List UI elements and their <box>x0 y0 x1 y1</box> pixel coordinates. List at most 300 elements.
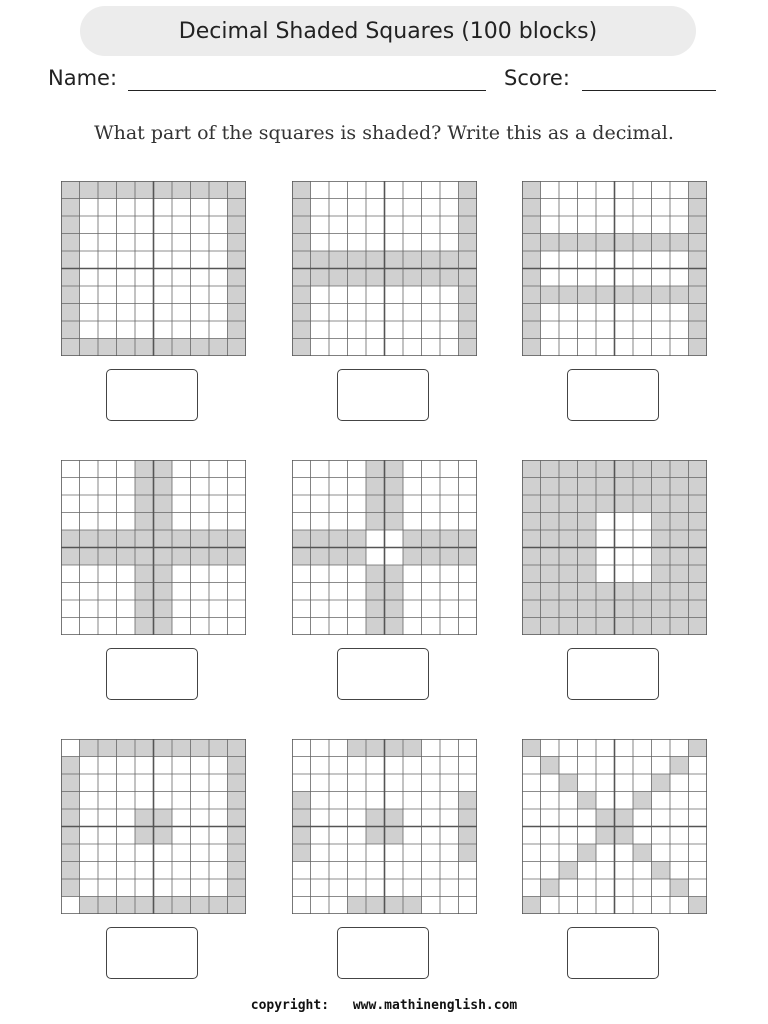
shaded-cell <box>61 286 80 304</box>
shaded-cell <box>578 460 597 478</box>
shaded-cell <box>422 269 441 287</box>
shaded-cell <box>440 269 459 287</box>
shaded-cell <box>172 739 191 757</box>
shaded-cell <box>652 530 671 548</box>
shaded-cell <box>80 548 99 566</box>
shaded-grid-8 <box>292 739 477 914</box>
shaded-cell <box>228 199 247 217</box>
shaded-cell <box>61 269 80 287</box>
shaded-cell <box>228 792 247 810</box>
shaded-cell <box>292 792 311 810</box>
shaded-cell <box>191 530 210 548</box>
shaded-cell <box>689 234 708 252</box>
shaded-cell <box>615 478 634 496</box>
puzzle-5 <box>292 460 477 705</box>
shaded-cell <box>459 844 478 862</box>
shaded-cell <box>385 460 404 478</box>
shaded-cell <box>541 234 560 252</box>
shaded-cell <box>61 757 80 775</box>
shaded-grid-3 <box>522 181 707 356</box>
shaded-cell <box>348 269 367 287</box>
shaded-cell <box>670 460 689 478</box>
shaded-cell <box>228 251 247 269</box>
shaded-cell <box>154 530 173 548</box>
shaded-cell <box>615 618 634 636</box>
shaded-cell <box>578 478 597 496</box>
shaded-cell <box>228 321 247 339</box>
shaded-cell <box>541 478 560 496</box>
shaded-cell <box>117 548 136 566</box>
puzzle-8 <box>292 739 477 984</box>
shaded-cell <box>385 513 404 531</box>
shaded-cell <box>311 251 330 269</box>
shaded-cell <box>292 809 311 827</box>
shaded-cell <box>154 739 173 757</box>
shaded-cell <box>689 269 708 287</box>
shaded-cell <box>670 565 689 583</box>
score-label: Score: <box>504 66 570 90</box>
shaded-cell <box>135 339 154 357</box>
shaded-cell <box>348 897 367 915</box>
shaded-cell <box>652 862 671 880</box>
shaded-cell <box>541 513 560 531</box>
shaded-cell <box>578 583 597 601</box>
shaded-cell <box>228 844 247 862</box>
shaded-grid-1 <box>61 181 246 356</box>
shaded-cell <box>615 827 634 845</box>
puzzle-2 <box>292 181 477 426</box>
name-blank-line[interactable] <box>128 90 486 91</box>
shaded-cell <box>135 809 154 827</box>
shaded-cell <box>422 530 441 548</box>
shaded-cell <box>385 618 404 636</box>
shaded-cell <box>385 495 404 513</box>
shaded-cell <box>292 548 311 566</box>
shaded-cell <box>135 530 154 548</box>
shaded-cell <box>154 618 173 636</box>
shaded-cell <box>689 199 708 217</box>
shaded-cell <box>633 583 652 601</box>
shaded-cell <box>385 897 404 915</box>
shaded-cell <box>191 339 210 357</box>
shaded-cell <box>154 460 173 478</box>
shaded-cell <box>228 757 247 775</box>
shaded-grid-2 <box>292 181 477 356</box>
shaded-cell <box>541 618 560 636</box>
shaded-cell <box>459 286 478 304</box>
shaded-cell <box>689 583 708 601</box>
shaded-cell <box>578 513 597 531</box>
shaded-cell <box>117 739 136 757</box>
shaded-cell <box>385 827 404 845</box>
shaded-cell <box>117 897 136 915</box>
shaded-cell <box>228 304 247 322</box>
shaded-cell <box>292 304 311 322</box>
shaded-cell <box>440 548 459 566</box>
shaded-cell <box>459 216 478 234</box>
shaded-cell <box>311 269 330 287</box>
shaded-cell <box>689 739 708 757</box>
shaded-cell <box>154 583 173 601</box>
shaded-cell <box>385 478 404 496</box>
shaded-cell <box>633 495 652 513</box>
answer-box-4[interactable] <box>106 648 198 700</box>
shaded-cell <box>228 897 247 915</box>
shaded-cell <box>329 548 348 566</box>
shaded-cell <box>522 199 541 217</box>
shaded-cell <box>61 879 80 897</box>
shaded-cell <box>61 862 80 880</box>
shaded-cell <box>689 548 708 566</box>
shaded-cell <box>191 181 210 199</box>
shaded-cell <box>135 618 154 636</box>
shaded-cell <box>559 618 578 636</box>
shaded-grid-5 <box>292 460 477 635</box>
shaded-cell <box>522 548 541 566</box>
shaded-cell <box>578 618 597 636</box>
shaded-cell <box>98 181 117 199</box>
shaded-cell <box>135 897 154 915</box>
shaded-cell <box>117 530 136 548</box>
shaded-cell <box>541 600 560 618</box>
shaded-cell <box>578 844 597 862</box>
shaded-cell <box>689 286 708 304</box>
shaded-cell <box>385 809 404 827</box>
shaded-cell <box>292 339 311 357</box>
answer-box-6[interactable] <box>567 648 659 700</box>
shaded-cell <box>366 495 385 513</box>
shaded-cell <box>292 321 311 339</box>
shaded-cell <box>689 478 708 496</box>
puzzle-1 <box>61 181 246 426</box>
shaded-cell <box>172 339 191 357</box>
shaded-cell <box>522 251 541 269</box>
shaded-cell <box>228 774 247 792</box>
shaded-cell <box>172 530 191 548</box>
shaded-cell <box>228 548 247 566</box>
shaded-cell <box>61 548 80 566</box>
shaded-cell <box>154 600 173 618</box>
shaded-cell <box>596 495 615 513</box>
shaded-cell <box>541 565 560 583</box>
shaded-cell <box>522 618 541 636</box>
shaded-cell <box>670 548 689 566</box>
shaded-cell <box>459 827 478 845</box>
shaded-cell <box>559 286 578 304</box>
shaded-cell <box>154 809 173 827</box>
answer-box-7[interactable] <box>106 927 198 979</box>
shaded-cell <box>135 495 154 513</box>
shaded-cell <box>578 495 597 513</box>
shaded-cell <box>522 216 541 234</box>
shaded-cell <box>633 460 652 478</box>
shaded-cell <box>61 181 80 199</box>
shaded-cell <box>403 530 422 548</box>
shaded-cell <box>670 600 689 618</box>
shaded-cell <box>541 879 560 897</box>
shaded-cell <box>670 879 689 897</box>
shaded-cell <box>670 583 689 601</box>
shaded-cell <box>348 251 367 269</box>
shaded-cell <box>615 234 634 252</box>
shaded-cell <box>228 862 247 880</box>
shaded-cell <box>292 844 311 862</box>
shaded-cell <box>459 530 478 548</box>
shaded-cell <box>578 565 597 583</box>
shaded-cell <box>61 339 80 357</box>
shaded-cell <box>459 321 478 339</box>
shaded-cell <box>228 879 247 897</box>
shaded-cell <box>61 844 80 862</box>
shaded-cell <box>154 548 173 566</box>
shaded-cell <box>385 739 404 757</box>
website-link[interactable]: www.mathinenglish.com <box>352 998 518 1013</box>
shaded-cell <box>633 286 652 304</box>
shaded-cell <box>689 460 708 478</box>
shaded-cell <box>541 495 560 513</box>
worksheet-title: Decimal Shaded Squares (100 blocks) <box>80 6 696 56</box>
shaded-cell <box>689 513 708 531</box>
shaded-cell <box>135 827 154 845</box>
answer-box-3[interactable] <box>567 369 659 421</box>
shaded-cell <box>228 286 247 304</box>
shaded-cell <box>292 530 311 548</box>
shaded-cell <box>578 234 597 252</box>
shaded-cell <box>228 530 247 548</box>
shaded-cell <box>578 530 597 548</box>
shaded-cell <box>559 530 578 548</box>
shaded-cell <box>403 897 422 915</box>
shaded-cell <box>652 513 671 531</box>
shaded-cell <box>61 809 80 827</box>
shaded-cell <box>459 792 478 810</box>
shaded-cell <box>596 809 615 827</box>
shaded-cell <box>670 513 689 531</box>
shaded-cell <box>154 513 173 531</box>
puzzle-7 <box>61 739 246 984</box>
shaded-cell <box>228 269 247 287</box>
shaded-cell <box>61 304 80 322</box>
puzzle-6 <box>522 460 707 705</box>
shaded-cell <box>366 478 385 496</box>
shaded-cell <box>366 513 385 531</box>
name-score-row <box>48 66 728 96</box>
shaded-grid-6 <box>522 460 707 635</box>
shaded-cell <box>596 583 615 601</box>
answer-box-9[interactable] <box>567 927 659 979</box>
shaded-cell <box>522 234 541 252</box>
shaded-cell <box>98 897 117 915</box>
shaded-cell <box>670 234 689 252</box>
shaded-cell <box>522 286 541 304</box>
shaded-cell <box>652 460 671 478</box>
shaded-cell <box>209 897 228 915</box>
shaded-cell <box>459 181 478 199</box>
shaded-cell <box>652 618 671 636</box>
shaded-cell <box>440 251 459 269</box>
shaded-cell <box>172 897 191 915</box>
shaded-cell <box>292 181 311 199</box>
shaded-cell <box>228 809 247 827</box>
shaded-cell <box>366 565 385 583</box>
footer <box>0 998 768 1013</box>
shaded-cell <box>615 600 634 618</box>
shaded-cell <box>522 304 541 322</box>
shaded-cell <box>292 269 311 287</box>
shaded-cell <box>559 774 578 792</box>
shaded-cell <box>329 251 348 269</box>
shaded-cell <box>559 460 578 478</box>
shaded-cell <box>541 583 560 601</box>
shaded-cell <box>61 792 80 810</box>
shaded-cell <box>366 809 385 827</box>
shaded-cell <box>135 600 154 618</box>
shaded-cell <box>135 739 154 757</box>
shaded-cell <box>61 216 80 234</box>
shaded-cell <box>292 251 311 269</box>
shaded-cell <box>559 565 578 583</box>
shaded-cell <box>615 286 634 304</box>
answer-box-2[interactable] <box>337 369 429 421</box>
shaded-cell <box>61 234 80 252</box>
score-blank-line[interactable] <box>582 90 716 91</box>
shaded-cell <box>80 897 99 915</box>
puzzle-9 <box>522 739 707 984</box>
shaded-cell <box>135 583 154 601</box>
shaded-cell <box>403 548 422 566</box>
shaded-cell <box>689 251 708 269</box>
shaded-cell <box>633 792 652 810</box>
shaded-cell <box>385 269 404 287</box>
shaded-cell <box>61 251 80 269</box>
answer-box-1[interactable] <box>106 369 198 421</box>
shaded-cell <box>652 234 671 252</box>
shaded-cell <box>98 530 117 548</box>
shaded-cell <box>366 251 385 269</box>
shaded-cell <box>670 530 689 548</box>
shaded-grid-9 <box>522 739 707 914</box>
shaded-cell <box>228 827 247 845</box>
shaded-cell <box>135 513 154 531</box>
shaded-cell <box>228 234 247 252</box>
shaded-cell <box>596 478 615 496</box>
answer-box-8[interactable] <box>337 927 429 979</box>
shaded-cell <box>522 181 541 199</box>
shaded-cell <box>459 304 478 322</box>
shaded-cell <box>292 216 311 234</box>
shaded-cell <box>670 478 689 496</box>
shaded-cell <box>522 600 541 618</box>
shaded-cell <box>689 897 708 915</box>
shaded-cell <box>154 565 173 583</box>
shaded-cell <box>61 530 80 548</box>
shaded-cell <box>559 478 578 496</box>
shaded-cell <box>311 530 330 548</box>
shaded-cell <box>652 600 671 618</box>
shaded-cell <box>689 565 708 583</box>
shaded-cell <box>329 269 348 287</box>
shaded-cell <box>172 548 191 566</box>
shaded-cell <box>366 600 385 618</box>
shaded-cell <box>61 199 80 217</box>
shaded-cell <box>689 600 708 618</box>
shaded-cell <box>366 269 385 287</box>
shaded-cell <box>154 478 173 496</box>
shaded-cell <box>61 774 80 792</box>
shaded-cell <box>154 339 173 357</box>
shaded-cell <box>135 181 154 199</box>
shaded-cell <box>459 548 478 566</box>
shaded-cell <box>652 286 671 304</box>
shaded-grid-7 <box>61 739 246 914</box>
shaded-cell <box>440 530 459 548</box>
shaded-cell <box>578 286 597 304</box>
shaded-cell <box>578 792 597 810</box>
shaded-cell <box>385 251 404 269</box>
shaded-cell <box>385 583 404 601</box>
shaded-cell <box>615 583 634 601</box>
shaded-cell <box>522 583 541 601</box>
shaded-cell <box>541 286 560 304</box>
shaded-cell <box>135 460 154 478</box>
name-label: Name: <box>48 66 118 90</box>
shaded-cell <box>209 739 228 757</box>
shaded-cell <box>459 199 478 217</box>
shaded-cell <box>135 565 154 583</box>
shaded-cell <box>615 460 634 478</box>
shaded-cell <box>98 739 117 757</box>
shaded-cell <box>522 513 541 531</box>
shaded-cell <box>98 548 117 566</box>
shaded-cell <box>228 216 247 234</box>
shaded-cell <box>633 478 652 496</box>
shaded-cell <box>191 739 210 757</box>
instruction-text: What part of the squares is shaded? Write this as a decimal. <box>94 122 674 144</box>
shaded-cell <box>80 339 99 357</box>
shaded-cell <box>578 600 597 618</box>
shaded-cell <box>596 600 615 618</box>
shaded-cell <box>366 583 385 601</box>
shaded-cell <box>209 530 228 548</box>
shaded-cell <box>348 548 367 566</box>
shaded-cell <box>459 251 478 269</box>
shaded-cell <box>596 460 615 478</box>
shaded-cell <box>191 548 210 566</box>
shaded-cell <box>578 548 597 566</box>
shaded-cell <box>385 565 404 583</box>
shaded-grid-4 <box>61 460 246 635</box>
shaded-cell <box>422 251 441 269</box>
shaded-cell <box>670 286 689 304</box>
shaded-cell <box>522 739 541 757</box>
shaded-cell <box>559 583 578 601</box>
shaded-cell <box>596 618 615 636</box>
shaded-cell <box>559 495 578 513</box>
shaded-cell <box>522 339 541 357</box>
shaded-cell <box>652 478 671 496</box>
shaded-cell <box>135 478 154 496</box>
shaded-cell <box>348 739 367 757</box>
shaded-cell <box>366 897 385 915</box>
shaded-cell <box>292 234 311 252</box>
shaded-cell <box>670 618 689 636</box>
shaded-cell <box>689 321 708 339</box>
shaded-cell <box>459 339 478 357</box>
shaded-cell <box>652 548 671 566</box>
shaded-cell <box>559 600 578 618</box>
answer-box-5[interactable] <box>337 648 429 700</box>
shaded-cell <box>652 565 671 583</box>
